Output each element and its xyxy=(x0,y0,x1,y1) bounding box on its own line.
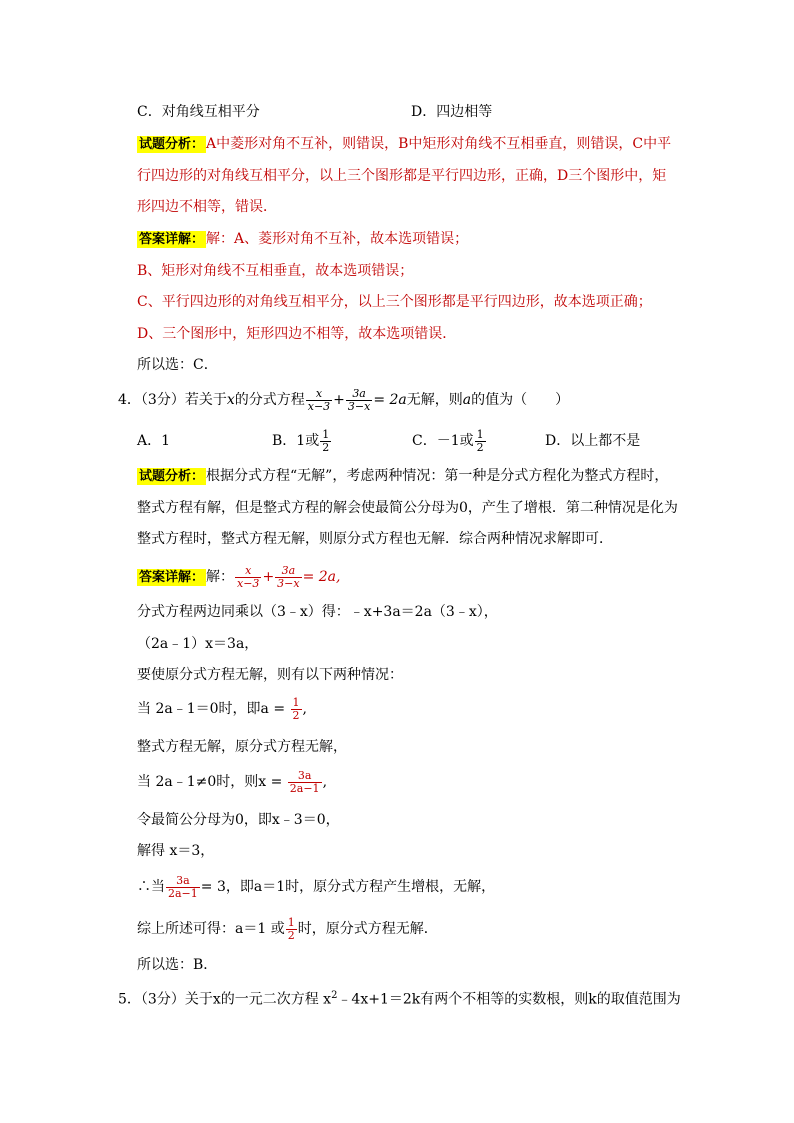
fraction: $\frac{3a}{3-x}$ xyxy=(347,386,371,413)
analysis-label: 试题分析： xyxy=(139,137,205,152)
option-d: D．以上都不是 xyxy=(545,433,641,449)
detail-label: 答案详解： xyxy=(139,232,205,247)
option-a: A．1 xyxy=(137,433,171,449)
q4-step9: ∴当 $\frac{3a}{2a-1}$ = 3，即a＝1时，原分式方程产生增根，无解， xyxy=(137,873,496,900)
q4-step4: 当 2a﹣1＝0时，即a = $\frac{1}{2}$ , xyxy=(137,695,307,722)
fraction: $\frac{1}{2}$ xyxy=(476,427,484,454)
option-c: C．－1或 $\frac{1}{2}$ xyxy=(412,427,484,454)
detail-label: 答案详解： xyxy=(139,570,205,585)
fraction: $\frac{1}{2}$ xyxy=(292,695,300,722)
option-d: D．四边相等 xyxy=(411,104,493,120)
q3-detail-line3: C、平行四边形的对角线互相平分，以上三个图形都是平行四边形，故本选项正确； xyxy=(137,294,652,310)
q4-step10: 综上所述可得：a＝1 或 $\frac{1}{2}$ 时，原分式方程无解． xyxy=(137,915,438,942)
fraction: $\frac{3a}{3-x}$ xyxy=(277,563,300,590)
option-c: C．对角线互相平分 xyxy=(137,104,260,120)
q5-stem: 5．（3分）关于x的一元二次方程 $x^2﹣4x+1=2k$有两个不相等的实数根，则k的取值范围为 xyxy=(118,990,681,1008)
q4-analysis-line1: 试题分析： 根据分式方程“无解”，考虑两种情况：第一种是分式方程化为整式方程时， xyxy=(139,468,669,484)
q4-step6: 当 2a﹣1≠0时，则x = $\frac{3a}{2a-1}$ , xyxy=(137,768,328,795)
q4-step1: 分式方程两边同乘以（3﹣x）得：﹣x+3a＝2a（3﹣x）， xyxy=(137,604,498,620)
fraction: $\frac{1}{2}$ xyxy=(287,915,295,942)
q3-detail-line4: D、三个图形中，矩形四边不相等，故本选项错误． xyxy=(137,326,457,342)
option-b: B．1或 $\frac{1}{2}$ xyxy=(272,427,330,454)
q4-analysis-line3: 整式方程时，整式方程无解，则原分式方程也无解．综合两种情况求解即可． xyxy=(137,531,613,547)
q3-analysis-line2: 行四边形的对角线互相平分，以上三个图形都是平行四边形，正确，D三个图形中，矩 xyxy=(137,168,667,184)
fraction: $\frac{3a}{2a-1}$ xyxy=(168,873,198,900)
analysis-label: 试题分析： xyxy=(139,469,205,484)
fraction: $\frac{1}{2}$ xyxy=(322,427,330,454)
q3-analysis-line1: 试题分析： A中菱形对角不互补，则错误，B中矩形对角线不互相垂直，则错误，C中平 xyxy=(139,136,672,152)
q4-step8: 解得 x＝3， xyxy=(137,843,215,859)
q4-conclusion: 所以选：B． xyxy=(137,957,218,973)
q4-step3: 要使原分式方程无解，则有以下两种情况： xyxy=(137,667,403,683)
fraction: $\frac{x}{x-3}$ xyxy=(237,563,260,590)
q4-step5: 整式方程无解，原分式方程无解， xyxy=(137,739,347,755)
q3-conclusion: 所以选：C． xyxy=(137,357,218,373)
q4-step2: （2a﹣1）x＝3a， xyxy=(137,636,259,652)
q3-detail-line2: B、矩形对角线不互相垂直，故本选项错误； xyxy=(137,263,414,279)
q4-analysis-line2: 整式方程有解，但是整式方程的解会使最简公分母为0，产生了增根．第二种情况是化为 xyxy=(137,500,678,516)
q4-stem: 4．（3分）若关于x的分式方程 $\frac{x}{x-3}$ + $\frac{3a}{3-x}$ = 2a无解，则a的值为（ ） xyxy=(118,386,570,413)
q3-detail-line1: 答案详解： 解：A、菱形对角不互补，故本选项错误； xyxy=(139,231,469,247)
fraction: $\frac{3a}{2a-1}$ xyxy=(289,768,320,795)
fraction: $\frac{x}{x-3}$ xyxy=(307,386,331,413)
q4-step7: 令最简公分母为0，即x﹣3＝0， xyxy=(137,812,340,828)
q3-analysis-line3: 形四边不相等，错误． xyxy=(137,199,277,215)
q4-detail-line1: 答案详解： 解： $\frac{x}{x-3}$ + $\frac{3a}{3-x}$ = 2a, xyxy=(139,563,341,590)
